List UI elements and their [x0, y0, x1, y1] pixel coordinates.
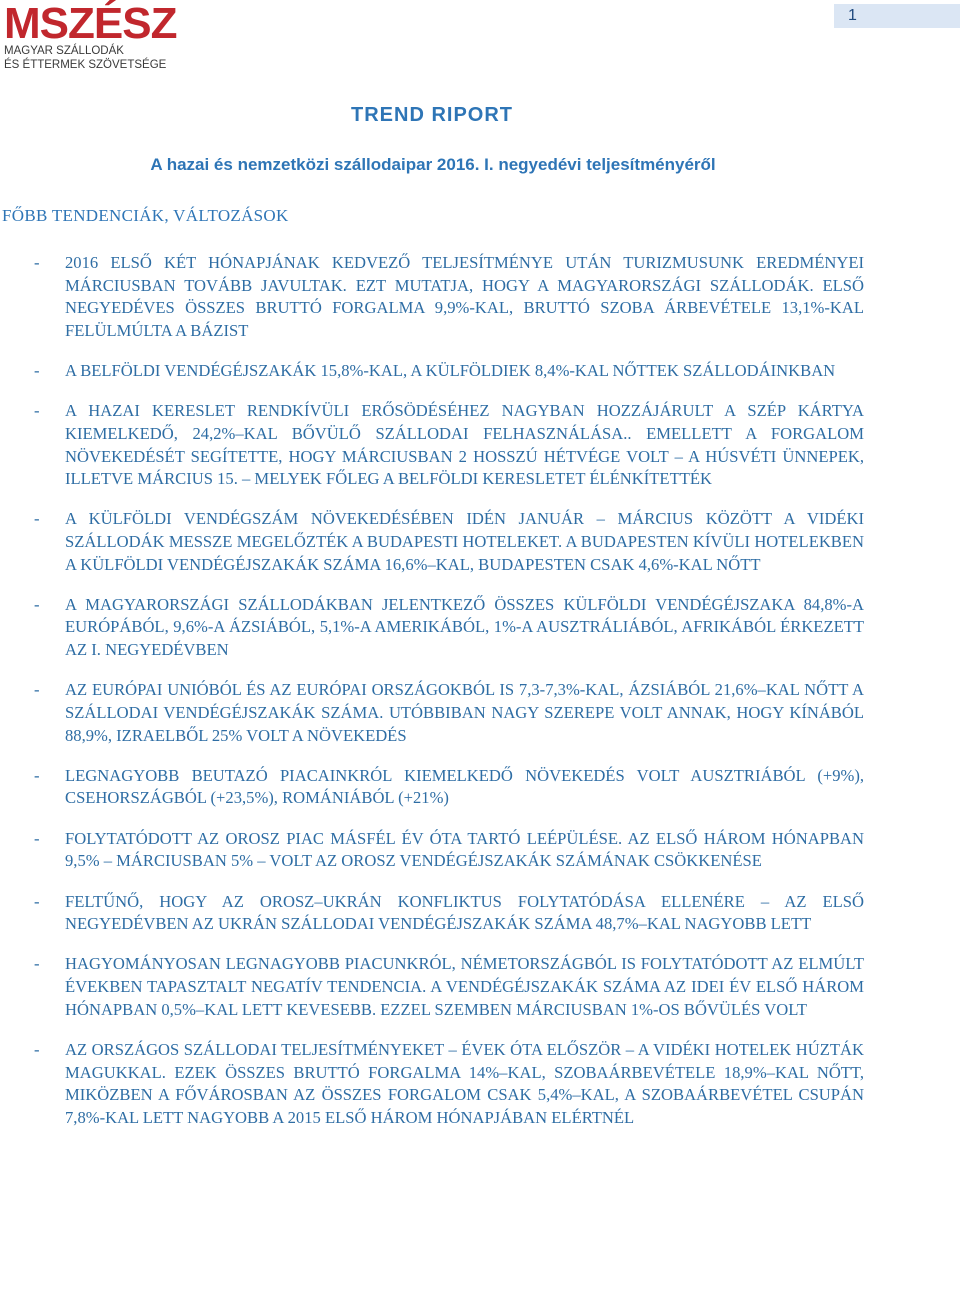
list-item-text: AZ ORSZÁGOS SZÁLLODAI TELJESÍTMÉNYEKET – ÉVEK ÓTA ELŐSZÖR – A VIDÉKI HOTELEK HÚZTÁK MAGUKKAL. EZEK ÖSSZES BRUTTÓ FORGALMA 14%–KAL, SZOBAÁRBEVÉTELE 18,9%–KAL NŐTT, MIKÖZBEN A FŐVÁROSBAN AZ ÖSSZES FORGALOM CSAK 5,4%–KAL, A SZOBAÁRBEVÉTEL CSUPÁN 7,8%-KAL LETT NAGYOBB A 2015 ELSŐ HÁROM HÓNAPJÁBAN ELÉRTNÉL [65, 1039, 864, 1127]
bullet-dash: - [34, 891, 40, 911]
list-item-text: HAGYOMÁNYOSAN LEGNAGYOBB PIACUNKRÓL, NÉMETORSZÁGBÓL IS FOLYTATÓDOTT AZ ELMÚLT ÉVEKBEN TAPASZTALT NEGATÍV TENDENCIA. A VENDÉGÉJSZAKÁK SZÁMA AZ IDEI ÉV ELSŐ HÁROM HÓNAPBAN 0,5%–KAL LETT KEVESEBB. EZZEL SZEMBEN MÁRCIUSBAN 1%-OS BŐVÜLÉS VOLT [65, 954, 864, 1019]
list-item-text: LEGNAGYOBB BEUTAZÓ PIACAINKRÓL KIEMELKEDŐ NÖVEKEDÉS VOLT AUSZTRIÁBÓL (+9%), CSEHORSZÁGBÓL (+23,5%), ROMÁNIÁBÓL (+21%) [65, 765, 864, 808]
list-item [34, 953, 864, 1021]
list-item-text: A HAZAI KERESLET RENDKÍVÜLI ERŐSÖDÉSÉHEZ NAGYBAN HOZZÁJÁRULT A SZÉP KÁRTYA KIEMELKEDŐ, 24,2%–KAL BŐVÜLŐ SZÁLLODAI FELHASZNÁLÁSA.. EMELLETT A FORGALOM NÖVEKEDÉSÉT SEGÍTETTE, HOGY MÁRCIUSBAN 2 HOSSZÚ HÉTVÉGE VOLT – A HÚSVÉTI ÜNNEPEK, ILLETVE MÁRCIUS 15. – MELYEK FŐLEG A BELFÖLDI KERESLETET ÉLÉNKÍTETTÉK [65, 401, 864, 489]
bullet-dash: - [34, 594, 40, 614]
bullet-dash: - [34, 954, 40, 974]
list-item-text: FELTŰNŐ, HOGY AZ OROSZ–UKRÁN KONFLIKTUS FOLYTATÓDÁSA ELLENÉRE – AZ ELSŐ NEGYEDÉVBEN AZ UKRÁN SZÁLLODAI VENDÉGÉJSZAKÁK SZÁMA 48,7%–KAL NAGYOBB LETT [65, 891, 864, 934]
list-item-text: FOLYTATÓDOTT AZ OROSZ PIAC MÁSFÉL ÉV ÓTA TARTÓ LEÉPÜLÉSE. AZ ELSŐ HÁROM HÓNAPBAN 9,5% – MÁRCIUSBAN 5% – VOLT AZ OROSZ VENDÉGÉJSZAKÁK SZÁMÁNAK CSÖKKENÉSE [65, 828, 864, 871]
page-number: 1 [834, 4, 960, 28]
logo-wordmark: MSZÉSZ [4, 0, 177, 48]
list-item-text: 2016 ELSŐ KÉT HÓNAPJÁNAK KEDVEZŐ TELJESÍTMÉNYE UTÁN TURIZMUSUNK EREDMÉNYEI MÁRCIUSBAN TOVÁBB JAVULTAK. EZT MUTATJA, HOGY A MAGYARORSZÁGI SZÁLLODÁK. ELSŐ NEGYEDÉVES ÖSSZES BRUTTÓ FORGALMA 9,9%-KAL, BRUTTÓ SZOBA ÁRBEVÉTELE 13,1%-KAL FELÜLMÚLTA A BÁZIST [65, 253, 864, 340]
bullet-dash: - [34, 765, 40, 785]
list-item [34, 765, 864, 810]
logo [4, 0, 177, 72]
list-item-text: A BELFÖLDI VENDÉGÉJSZAKÁK 15,8%-KAL, A KÜLFÖLDIEK 8,4%-KAL NŐTTEK SZÁLLODÁINKBAN [65, 361, 836, 381]
bullet-dash: - [34, 680, 40, 700]
list-item [34, 1039, 864, 1129]
trend-list [34, 252, 864, 1147]
list-item [34, 891, 864, 936]
logo-line-1: MAGYAR SZÁLLODÁK [4, 45, 124, 57]
list-item-text: A MAGYARORSZÁGI SZÁLLODÁKBAN JELENTKEZŐ ÖSSZES KÜLFÖLDI VENDÉGÉJSZAKA 84,8%-A EURÓPÁBÓL, 9,6%-A ÁZSIÁBÓL, 5,1%-A AMERIKÁBÓL, 1%-A AUSZTRÁLIÁBÓL, AFRIKÁBÓL ÉRKEZETT AZ I. NEGYEDÉVBEN [65, 594, 864, 660]
bullet-dash: - [34, 401, 40, 421]
list-item [34, 360, 864, 383]
bullet-dash: - [34, 509, 40, 529]
list-item [34, 828, 864, 873]
bullet-dash: - [34, 253, 40, 272]
bullet-dash: - [34, 1039, 40, 1059]
logo-line-2: ÉS ÉTTERMEK SZÖVETSÉGE [4, 59, 167, 71]
list-item [34, 508, 864, 576]
list-item [34, 679, 864, 747]
list-item [34, 252, 864, 342]
list-item-text: A KÜLFÖLDI VENDÉGSZÁM NÖVEKEDÉSÉBEN IDÉN JANUÁR – MÁRCIUS KÖZÖTT A VIDÉKI SZÁLLODÁK MESSZE MEGELŐZTÉK A BUDAPESTI HOTELEKET. A BUDAPESTEN KÍVÜLI HOTELEKBEN A KÜLFÖLDI VENDÉGÉJSZAKÁK SZÁMA 16,6%–KAL, BUDAPESTEN CSAK 4,6%-KAL NŐTT [65, 509, 864, 574]
document-subtitle: A hazai és nemzetközi szállodaipar 2016. I. negyedévi teljesítményéről [150, 155, 716, 174]
list-item [34, 594, 864, 662]
list-item-text: AZ EURÓPAI UNIÓBÓL ÉS AZ EURÓPAI ORSZÁGOKBÓL IS 7,3-7,3%-KAL, ÁZSIÁBÓL 21,6%–KAL NŐTT A SZÁLLODAI VENDÉGÉJSZAKÁK SZÁMA. UTÓBBIBAN NAGY SZEREPE VOLT ANNAK, HOGY KÍNÁBÓL 88,9%, IZRAELBŐL 25% VOLT A NÖVEKEDÉS [65, 680, 864, 745]
document-title: TREND RIPORT [351, 104, 513, 126]
list-item [34, 400, 864, 490]
section-heading: FŐBB TENDENCIÁK, VÁLTOZÁSOK [2, 206, 289, 225]
bullet-dash: - [34, 361, 40, 381]
bullet-dash: - [34, 828, 40, 848]
